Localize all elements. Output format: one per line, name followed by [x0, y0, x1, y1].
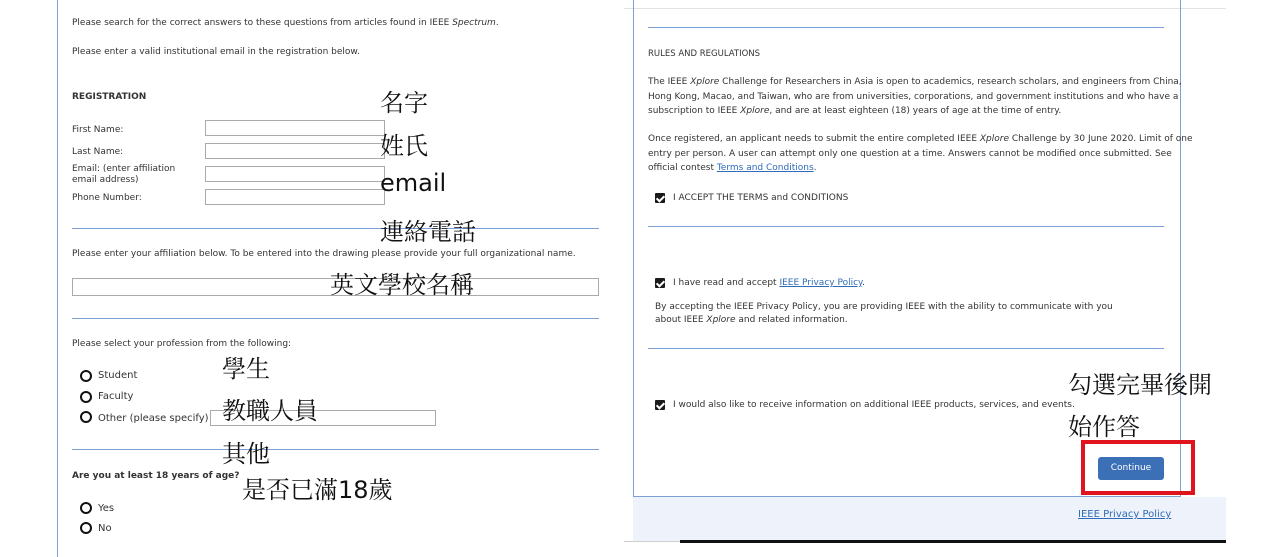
rules-paragraph-1: The IEEE Xplore Challenge for Researchers in Asia is open to academics, research scholars, and engineers from China, Hong Kong, Macao, and Taiwan, who are from universities, corporations, and government institutions and who have a subscription to IEEE Xplore, and are at least eighteen (18) years of age at the time of entry.: [648, 77, 1182, 116]
annotation-student: 學生: [222, 355, 270, 383]
phone-label: Phone Number:: [72, 193, 142, 203]
annotation-email: email: [380, 169, 447, 197]
faculty-label: Faculty: [98, 391, 134, 402]
phone-input[interactable]: [205, 189, 385, 205]
age-no-radio[interactable]: [80, 522, 92, 534]
divider: [72, 228, 599, 229]
affiliation-instructions: Please enter your affiliation below. To be entered into the drawing please provide your full organizational name.: [72, 249, 576, 259]
divider: [72, 449, 599, 450]
annotation-faculty: 教職人員: [222, 397, 318, 425]
divider: [648, 348, 1164, 349]
rules-heading: RULES AND REGULATIONS: [648, 49, 761, 59]
email-input[interactable]: [205, 166, 385, 182]
bottom-dark-bar: [680, 540, 1226, 543]
marketing-label: I would also like to receive information on additional IEEE products, services, and events.: [673, 400, 1075, 410]
annotation-first-name: 名字: [380, 89, 428, 117]
other-radio[interactable]: [80, 411, 92, 423]
privacy-note: By accepting the IEEE Privacy Policy, you are providing IEEE with the ability to communicate with you about IEEE Xplore and related information.: [655, 302, 1113, 325]
accept-terms-label: I ACCEPT THE TERMS and CONDITIONS: [673, 193, 849, 203]
annotation-age: 是否已滿18歲: [242, 476, 393, 504]
rules-paragraph-2: Once registered, an applicant needs to submit the entire completed IEEE Xplore Challenge by 30 June 2020. Limit of one entry per person. A user can attempt only one question at a time. Answers cannot be modified once submitted. See official contest Terms and Conditions.: [648, 134, 1193, 173]
privacy-policy-link[interactable]: IEEE Privacy Policy: [779, 278, 863, 288]
other-label: Other (please specify): [98, 413, 209, 424]
student-label: Student: [98, 370, 138, 381]
age-yes-label: Yes: [98, 503, 115, 514]
annotation-finish-line2: 始作答: [1068, 413, 1140, 441]
intro-search-text: Please search for the correct answers to these questions from articles found in IEEE Spectrum.: [72, 18, 499, 28]
faculty-radio[interactable]: [80, 391, 92, 403]
terms-link[interactable]: Terms and Conditions: [716, 163, 814, 173]
age-question: Are you at least 18 years of age?: [72, 471, 240, 481]
continue-button[interactable]: Continue: [1098, 457, 1164, 480]
first-name-label: First Name:: [72, 125, 124, 135]
accept-terms-checkbox[interactable]: [655, 193, 665, 203]
first-name-input[interactable]: [205, 120, 385, 136]
annotation-other: 其他: [222, 440, 270, 468]
privacy-label: I have read and accept IEEE Privacy Policy.: [673, 278, 865, 288]
student-radio[interactable]: [80, 370, 92, 382]
last-name-label: Last Name:: [72, 147, 124, 157]
last-name-input[interactable]: [205, 143, 385, 159]
intro-email-text: Please enter a valid institutional email in the registration below.: [72, 47, 360, 57]
age-yes-radio[interactable]: [80, 502, 92, 514]
annotation-school: 英文學校名稱: [330, 271, 474, 299]
marketing-checkbox[interactable]: [655, 400, 665, 410]
divider: [72, 318, 599, 319]
divider: [648, 27, 1164, 28]
age-no-label: No: [98, 523, 112, 534]
annotation-finish-line1: 勾選完畢後開: [1068, 371, 1212, 399]
footer-privacy-link[interactable]: IEEE Privacy Policy: [1078, 509, 1172, 520]
annotation-last-name: 姓氏: [380, 132, 428, 160]
annotation-phone: 連絡電話: [380, 218, 476, 246]
registration-heading: REGISTRATION: [72, 92, 147, 102]
email-label: Email: (enter affiliation email address): [72, 164, 176, 185]
privacy-checkbox[interactable]: [655, 278, 665, 288]
profession-question: Please select your profession from the following:: [72, 339, 292, 349]
divider: [648, 226, 1164, 227]
